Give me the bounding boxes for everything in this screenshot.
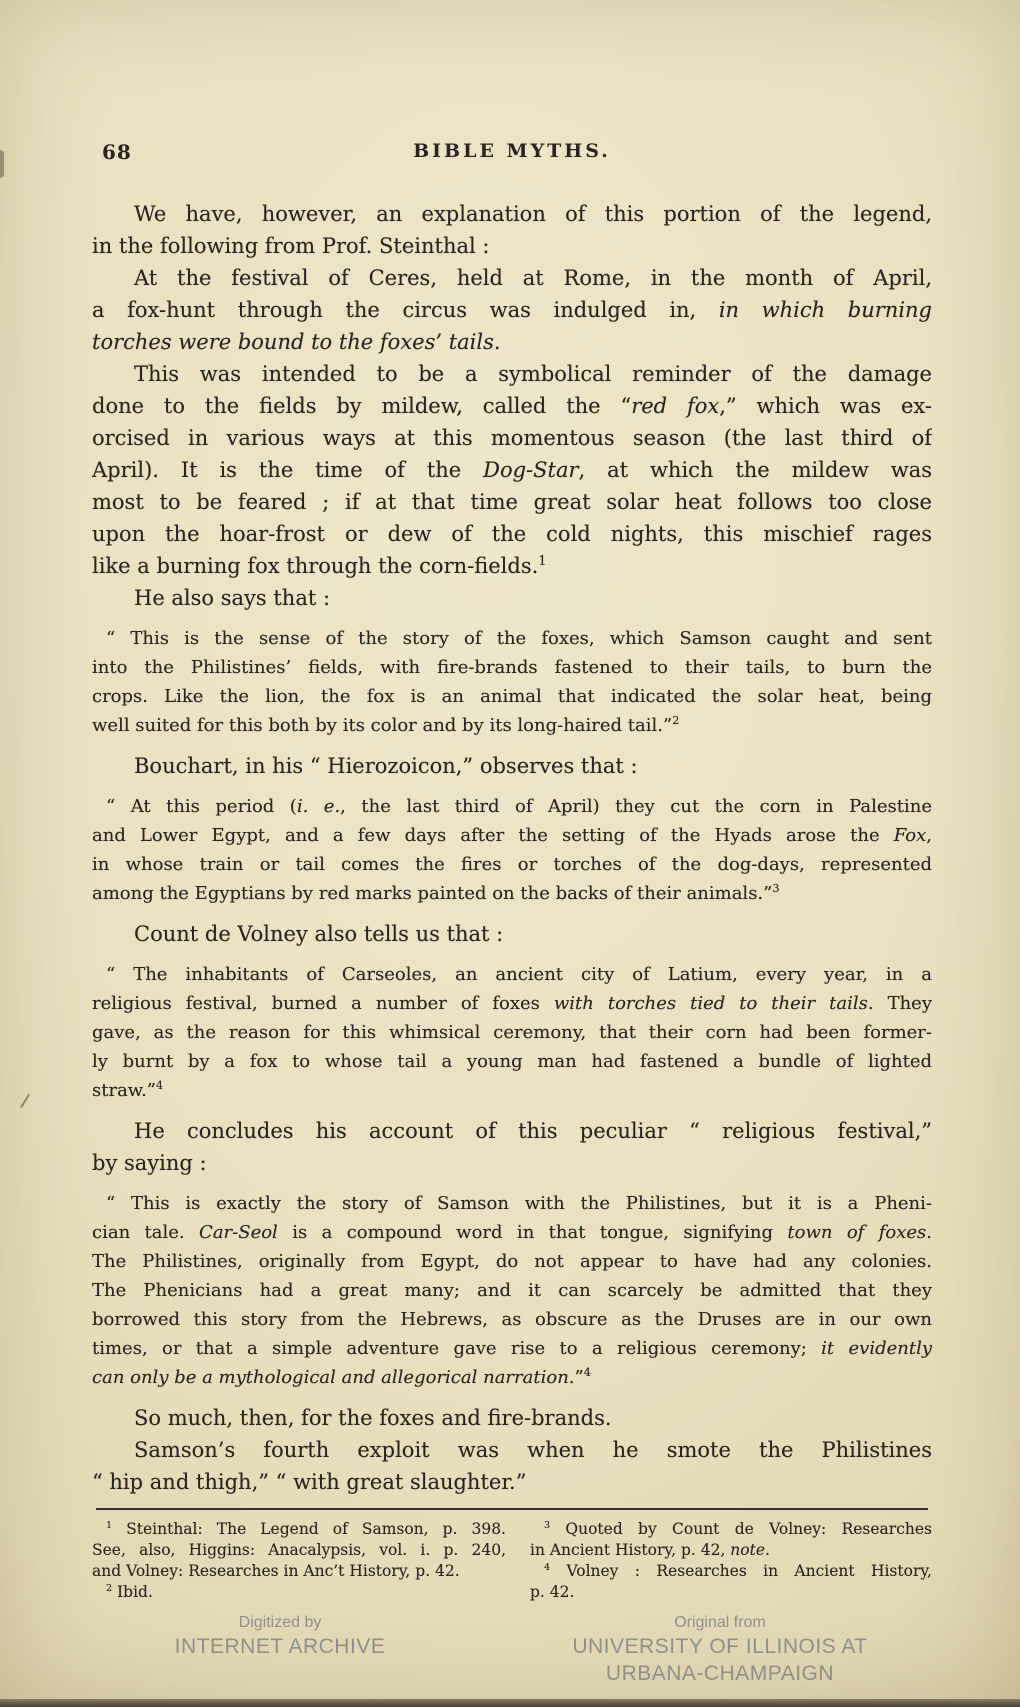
body-paragraph <box>92 358 932 582</box>
text-run: straw.” <box>92 1080 157 1101</box>
footnote-entry <box>92 1582 506 1603</box>
footnote-columns <box>92 1519 932 1603</box>
text-line <box>92 1147 932 1179</box>
watermark-label: INTERNET ARCHIVE <box>174 1635 386 1658</box>
footnote-column-left <box>92 1519 506 1603</box>
text-line <box>92 582 932 614</box>
watermark-internet-archive <box>90 1612 470 1660</box>
body-paragraph <box>92 1402 932 1434</box>
text-run: among the Egyptians by red marks painted on the backs of their animals.” <box>92 883 773 904</box>
text-run: religious festival, burned a number of foxes <box>92 993 554 1014</box>
footnote-entry <box>530 1561 932 1603</box>
text-run: “ hip and thigh,” “ with great slaughter.” <box>92 1470 527 1494</box>
footnote-marker: 4 <box>156 1079 164 1092</box>
text-line <box>92 486 932 518</box>
text-run: by saying : <box>92 1151 207 1175</box>
watermark-university <box>470 1612 970 1687</box>
text-line <box>92 1434 932 1466</box>
text-run: This was intended to be a symbolical reminder of the damage <box>134 362 932 386</box>
watermark-label: Original from <box>674 1614 766 1631</box>
italic-text-run: i. e. <box>296 796 341 817</box>
text-run: a fox-hunt through the circus was indulged in, <box>92 298 719 322</box>
text-line <box>92 1402 932 1434</box>
text-line <box>92 1334 932 1363</box>
text-run: We have, however, an explanation of this portion of the legend, <box>134 202 932 226</box>
page-title: BIBLE MYTHS. <box>413 140 611 162</box>
body-paragraph <box>92 750 932 782</box>
text-line <box>92 850 932 879</box>
text-line <box>92 294 932 326</box>
text-run: “ This is exactly the story of Samson with the Philistines, but it is a Pheni- <box>106 1193 932 1214</box>
text-run: and Lower Egypt, and a few days after the setting of the Hyads arose the <box>92 825 894 846</box>
text-run: done to the fields by mildew, called the “ <box>92 394 632 418</box>
text-line <box>92 624 932 653</box>
text-run: “ The inhabitants of Carseoles, an ancient city of Latium, every year, in a <box>106 964 932 985</box>
text-run: Ibid. <box>112 1583 153 1601</box>
text-run: crops. Like the lion, the fox is an animal that indicated the solar heat, being <box>92 686 932 707</box>
text-line <box>92 918 932 950</box>
footnote-marker: 4 <box>544 1561 551 1573</box>
text-line <box>92 989 932 1018</box>
watermark-label: Digitized by <box>238 1614 322 1631</box>
text-line <box>92 454 932 486</box>
text-run: like a burning fox through the corn-fields. <box>92 554 539 578</box>
footnote-marker: 4 <box>583 1366 591 1379</box>
text-run: orcised in various ways at this momentous season (the last third of <box>92 426 932 450</box>
text-run: Count de Volney also tells us that : <box>134 922 504 946</box>
footnote-line <box>92 1540 506 1561</box>
text-line <box>92 682 932 711</box>
italic-text-run: with torches tied to their tails <box>553 993 868 1014</box>
text-run: gave, as the reason for this whimsical ceremony, that their corn had been former- <box>92 1022 932 1043</box>
footnote-line <box>530 1540 932 1561</box>
footnote-line <box>92 1582 506 1603</box>
footnote-marker: 1 <box>538 554 547 569</box>
text-run: . They <box>867 993 932 1014</box>
text-run: So much, then, for the foxes and fire-brands. <box>134 1406 612 1430</box>
text-line <box>92 792 932 821</box>
text-line <box>92 1247 932 1276</box>
text-run: He also says that : <box>134 586 331 610</box>
digitization-watermarks <box>0 1612 1020 1702</box>
italic-text-run: it evidently <box>821 1338 932 1359</box>
text-run: and Volney: Researches in Anc’t History, p. 42. <box>92 1562 460 1580</box>
body-paragraph <box>92 262 932 358</box>
text-run: The Philistines, originally from Egypt, do not appear to have had any colonies. <box>92 1251 932 1272</box>
text-run: well suited for this both by its color and by its long-haired tail.” <box>92 715 673 736</box>
footnote-marker: 3 <box>772 882 780 895</box>
text-run: most to be feared ; if at that time great solar heat follows too close <box>92 490 932 514</box>
italic-text-run: Dog-Star <box>483 458 579 482</box>
footnote-line <box>92 1519 506 1540</box>
text-run: “ At this period ( <box>106 796 297 817</box>
footnote-marker: 2 <box>672 714 680 727</box>
text-run: in the following from Prof. Steinthal : <box>92 234 490 258</box>
running-head <box>92 140 932 166</box>
body-paragraph <box>92 582 932 614</box>
text-run: is a compound word in that tongue, signifying <box>277 1222 788 1243</box>
text-line <box>92 1189 932 1218</box>
italic-text-run: can only be a mythological and allegorical narration. <box>92 1367 575 1388</box>
text-run: Volney : Researches in Ancient History, <box>550 1562 932 1580</box>
text-line <box>92 960 932 989</box>
text-line <box>92 1018 932 1047</box>
text-line <box>92 262 932 294</box>
text-line <box>92 198 932 230</box>
text-line <box>92 879 932 908</box>
quote-paragraph <box>92 792 932 908</box>
text-run: “ This is the sense of the story of the foxes, which Samson caught and sent <box>106 628 932 649</box>
italic-text-run: Fox <box>893 825 927 846</box>
text-run: ly burnt by a fox to whose tail a young man had fastened a bundle of lighted <box>92 1051 932 1072</box>
footnote-block <box>92 1508 932 1603</box>
text-line <box>92 1363 932 1392</box>
text-run: borrowed this story from the Hebrews, as obscure as the Druses are in our own <box>92 1309 932 1330</box>
text-line <box>92 821 932 850</box>
text-line <box>92 1305 932 1334</box>
text-run: The Phenicians had a great many; and it can scarcely be admitted that they <box>92 1280 932 1301</box>
text-line <box>92 1076 932 1105</box>
text-run: cian tale. <box>92 1222 200 1243</box>
text-run: . <box>765 1541 770 1559</box>
text-run: Steinthal: The Legend of Samson, p. 398. <box>112 1520 506 1538</box>
body-paragraph <box>92 1115 932 1179</box>
text-line <box>92 711 932 740</box>
text-run: Quoted by Count de Volney: Researches <box>550 1520 932 1538</box>
text-run: , at which the mildew was <box>578 458 932 482</box>
footnote-marker: 3 <box>544 1519 551 1531</box>
watermark-label: URBANA-CHAMPAIGN <box>605 1662 835 1685</box>
text-line <box>92 1047 932 1076</box>
text-run: ,” which was ex- <box>719 394 932 418</box>
text-line <box>92 1115 932 1147</box>
page-number: 68 <box>102 140 132 164</box>
text-run: in whose train or tail comes the fires or torches of the dog-days, represented <box>92 854 932 875</box>
footnote-column-right <box>530 1519 932 1603</box>
text-run: upon the hoar-frost or dew of the cold nights, this mischief rages <box>92 522 932 546</box>
text-run: Bouchart, in his “ Hierozoicon,” observes that : <box>134 754 638 778</box>
text-run: See, also, Higgins: Anacalypsis, vol. i. p. 240, <box>92 1541 506 1559</box>
text-line <box>92 1276 932 1305</box>
footnote-entry <box>530 1519 932 1561</box>
text-run: p. 42. <box>530 1583 575 1601</box>
text-line <box>92 653 932 682</box>
footnote-line <box>530 1561 932 1582</box>
text-line <box>92 422 932 454</box>
italic-text-run: note <box>730 1541 766 1559</box>
footnote-marker: 2 <box>106 1582 113 1594</box>
text-run: in Ancient History, p. 42, <box>530 1541 731 1559</box>
text-line <box>92 1218 932 1247</box>
text-line <box>92 518 932 550</box>
italic-text-run: Car-Seol <box>199 1222 278 1243</box>
footnote-marker: 1 <box>106 1519 113 1531</box>
scan-artifact-edge <box>0 150 4 178</box>
text-line <box>92 358 932 390</box>
italic-text-run: torches were bound to the foxes’ tails. <box>92 330 501 354</box>
italic-text-run: in which burning <box>718 298 932 322</box>
text-line <box>92 1466 932 1498</box>
page-body <box>92 198 932 1498</box>
text-run: times, or that a simple adventure gave rise to a religious ceremony; <box>92 1338 822 1359</box>
text-line <box>92 326 932 358</box>
body-paragraph <box>92 918 932 950</box>
text-run: At the festival of Ceres, held at Rome, in the month of April, <box>134 266 932 290</box>
text-run: , <box>926 825 932 846</box>
italic-text-run: red fox <box>631 394 720 418</box>
footnote-line <box>530 1519 932 1540</box>
body-paragraph <box>92 1434 932 1498</box>
text-run: into the Philistines’ fields, with fire-brands fastened to their tails, to burn the <box>92 657 932 678</box>
watermark-label: UNIVERSITY OF ILLINOIS AT <box>572 1635 868 1658</box>
text-run: April). It is the time of the <box>92 458 484 482</box>
scan-artifact-mark <box>20 1094 30 1109</box>
body-paragraph <box>92 198 932 262</box>
text-run: He concludes his account of this peculiar “ religious festival,” <box>134 1119 932 1143</box>
text-block <box>92 140 932 1603</box>
quote-paragraph <box>92 960 932 1105</box>
quote-paragraph <box>92 1189 932 1392</box>
text-run: ” <box>574 1367 584 1388</box>
text-line <box>92 550 932 582</box>
text-line <box>92 750 932 782</box>
quote-paragraph <box>92 624 932 740</box>
footnote-line <box>530 1582 932 1603</box>
footnote-divider <box>96 1508 928 1510</box>
text-line <box>92 230 932 262</box>
scan-edge-bottom <box>0 1699 1020 1707</box>
text-run: , the last third of April) they cut the corn in Palestine <box>340 796 932 817</box>
footnote-line <box>92 1561 506 1582</box>
text-line <box>92 390 932 422</box>
italic-text-run: town of foxes <box>787 1222 927 1243</box>
text-run: . <box>926 1222 932 1243</box>
footnote-entry <box>92 1519 506 1582</box>
text-run: Samson’s fourth exploit was when he smote the Philistines <box>134 1438 932 1462</box>
